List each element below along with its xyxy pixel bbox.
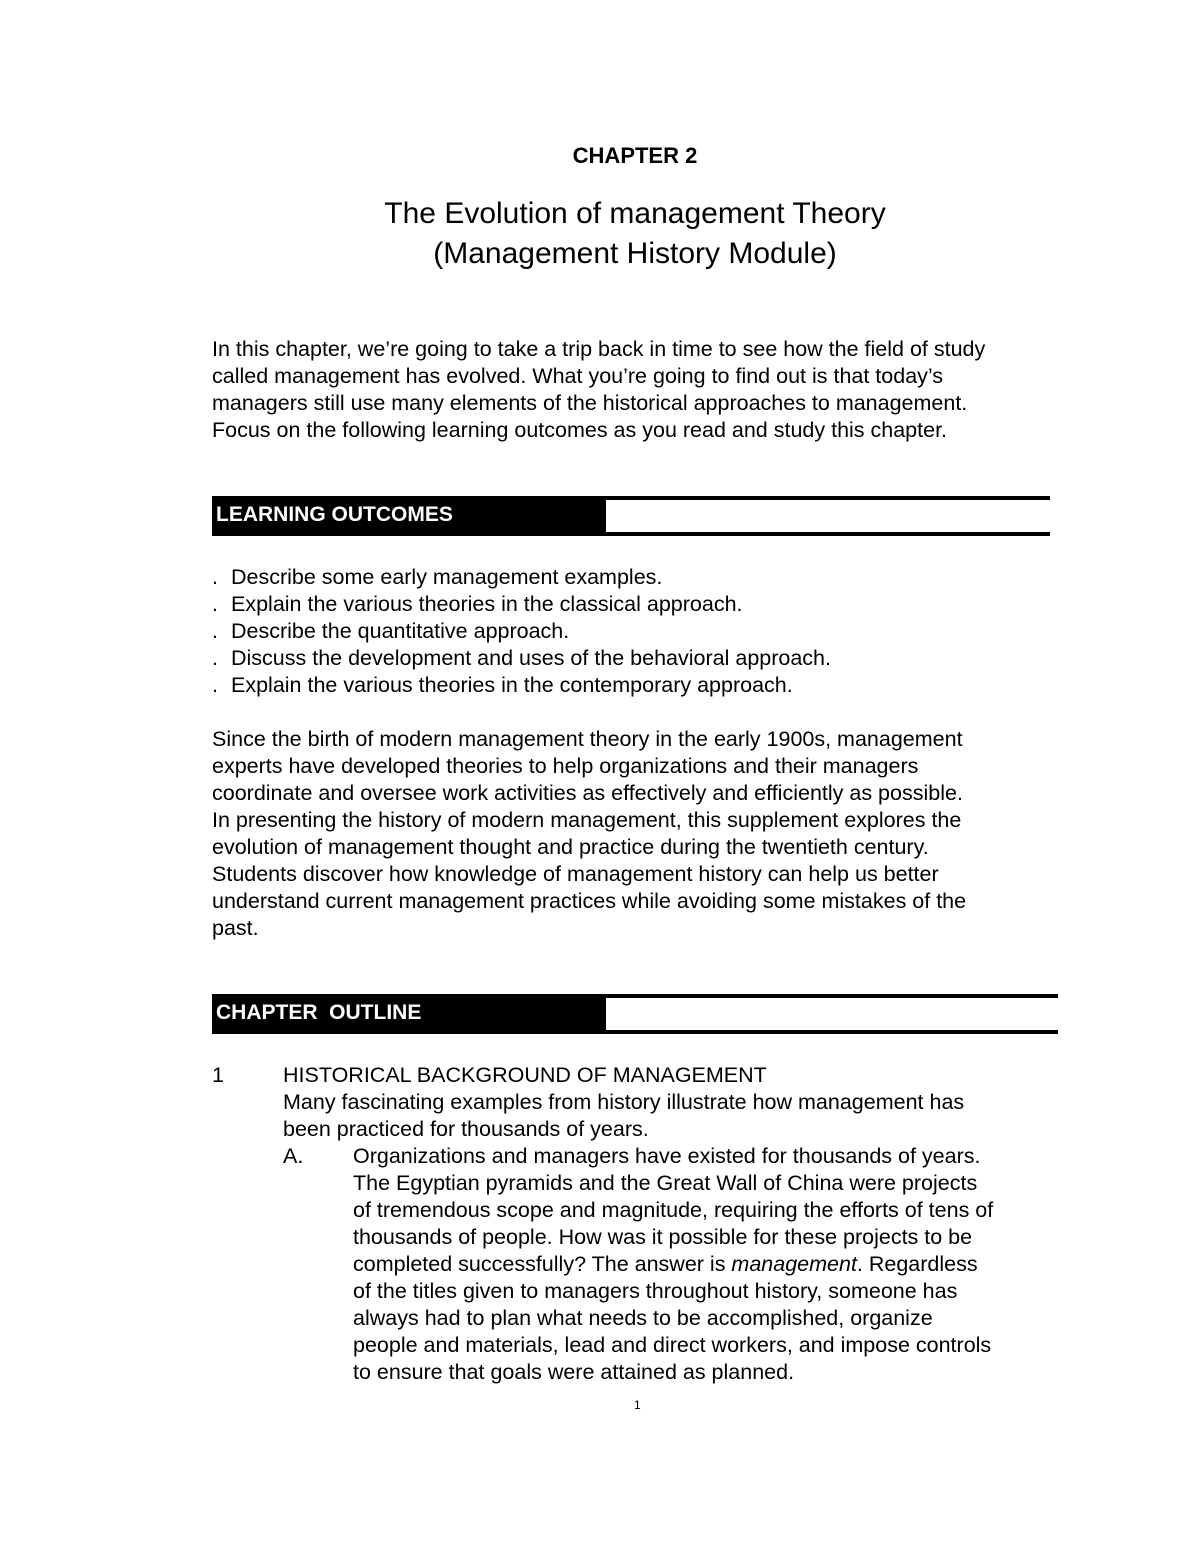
sub-line-part: completed successfully? The answer is: [353, 1252, 732, 1276]
outcome-text: Discuss the development and uses of the behavioral approach.: [231, 646, 831, 670]
body-line: coordinate and oversee work activities as effectively and efficiently as possible.: [212, 781, 963, 805]
outcome-text: Describe the quantitative approach.: [231, 619, 570, 643]
list-item: [212, 672, 831, 699]
body-line: past.: [212, 916, 259, 940]
sub-line-part: . Regardless: [856, 1252, 978, 1276]
bullet: .: [212, 673, 218, 697]
outline-line: Many fascinating examples from history illustrate how management has: [283, 1090, 965, 1114]
body-line: Students discover how knowledge of management history can help us better: [212, 862, 939, 886]
learning-outcomes-header: [212, 496, 1050, 536]
body-line: In presenting the history of modern management, this supplement explores the: [212, 808, 962, 832]
chapter-outline-heading: CHAPTER OUTLINE: [212, 994, 606, 1034]
list-item: [212, 645, 831, 672]
bullet: .: [212, 646, 218, 670]
bullet: .: [212, 565, 218, 589]
outcome-text: Explain the various theories in the classical approach.: [231, 592, 743, 616]
sub-line: Organizations and managers have existed for thousands of years.: [353, 1144, 981, 1168]
chapter-outline-header: [212, 994, 1058, 1034]
intro-line: In this chapter, we’re going to take a trip back in time to see how the field of study: [212, 337, 986, 361]
sub-line: of the titles given to managers throughout history, someone has: [353, 1279, 958, 1303]
sub-line: thousands of people. How was it possible for these projects to be: [353, 1225, 973, 1249]
body-paragraph: [212, 726, 1072, 942]
chapter-title: The Evolution of management Theory: [384, 197, 886, 230]
list-item: [212, 591, 831, 618]
intro-line: managers still use many elements of the historical approaches to management.: [212, 391, 968, 415]
outline-section: [283, 1062, 1073, 1143]
page-number: 1: [634, 1398, 641, 1412]
chapter-subtitle: (Management History Module): [433, 237, 837, 270]
learning-outcomes-heading: LEARNING OUTCOMES: [212, 496, 606, 536]
sub-line: of tremendous scope and magnitude, requiring the efforts of tens of: [353, 1198, 994, 1222]
sub-line: The Egyptian pyramids and the Great Wall of China were projects: [353, 1171, 978, 1195]
list-item: [212, 618, 831, 645]
outline-subsection: [353, 1143, 1073, 1386]
body-line: understand current management practices while avoiding some mistakes of the: [212, 889, 967, 913]
intro-line: called management has evolved. What you’re going to find out is that today’s: [212, 364, 944, 388]
outline-line: been practiced for thousands of years.: [283, 1117, 649, 1141]
body-line: experts have developed theories to help organizations and their managers: [212, 754, 919, 778]
sub-line: always had to plan what needs to be accomplished, organize: [353, 1306, 933, 1330]
outline-section-number: 1: [212, 1063, 224, 1087]
sub-line: [353, 1251, 1073, 1278]
outline-sub-letter: A.: [283, 1144, 304, 1168]
list-item: [212, 564, 831, 591]
outcome-text: Describe some early management examples.: [231, 565, 663, 589]
emphasis-management: management: [731, 1252, 857, 1276]
body-line: evolution of management thought and practice during the twentieth century.: [212, 835, 929, 859]
sub-line: people and materials, lead and direct workers, and impose controls: [353, 1333, 992, 1357]
intro-paragraph: [212, 336, 1072, 444]
intro-line: Focus on the following learning outcomes as you read and study this chapter.: [212, 418, 948, 442]
outline-section-title: HISTORICAL BACKGROUND OF MANAGEMENT: [283, 1063, 767, 1087]
bullet: .: [212, 592, 218, 616]
body-line: Since the birth of modern management theory in the early 1900s, management: [212, 727, 963, 751]
outcome-text: Explain the various theories in the contemporary approach.: [231, 673, 793, 697]
bullet: .: [212, 619, 218, 643]
sub-line: to ensure that goals were attained as planned.: [353, 1360, 795, 1384]
learning-outcomes-list: [212, 564, 831, 699]
chapter-label: CHAPTER 2: [572, 143, 698, 168]
